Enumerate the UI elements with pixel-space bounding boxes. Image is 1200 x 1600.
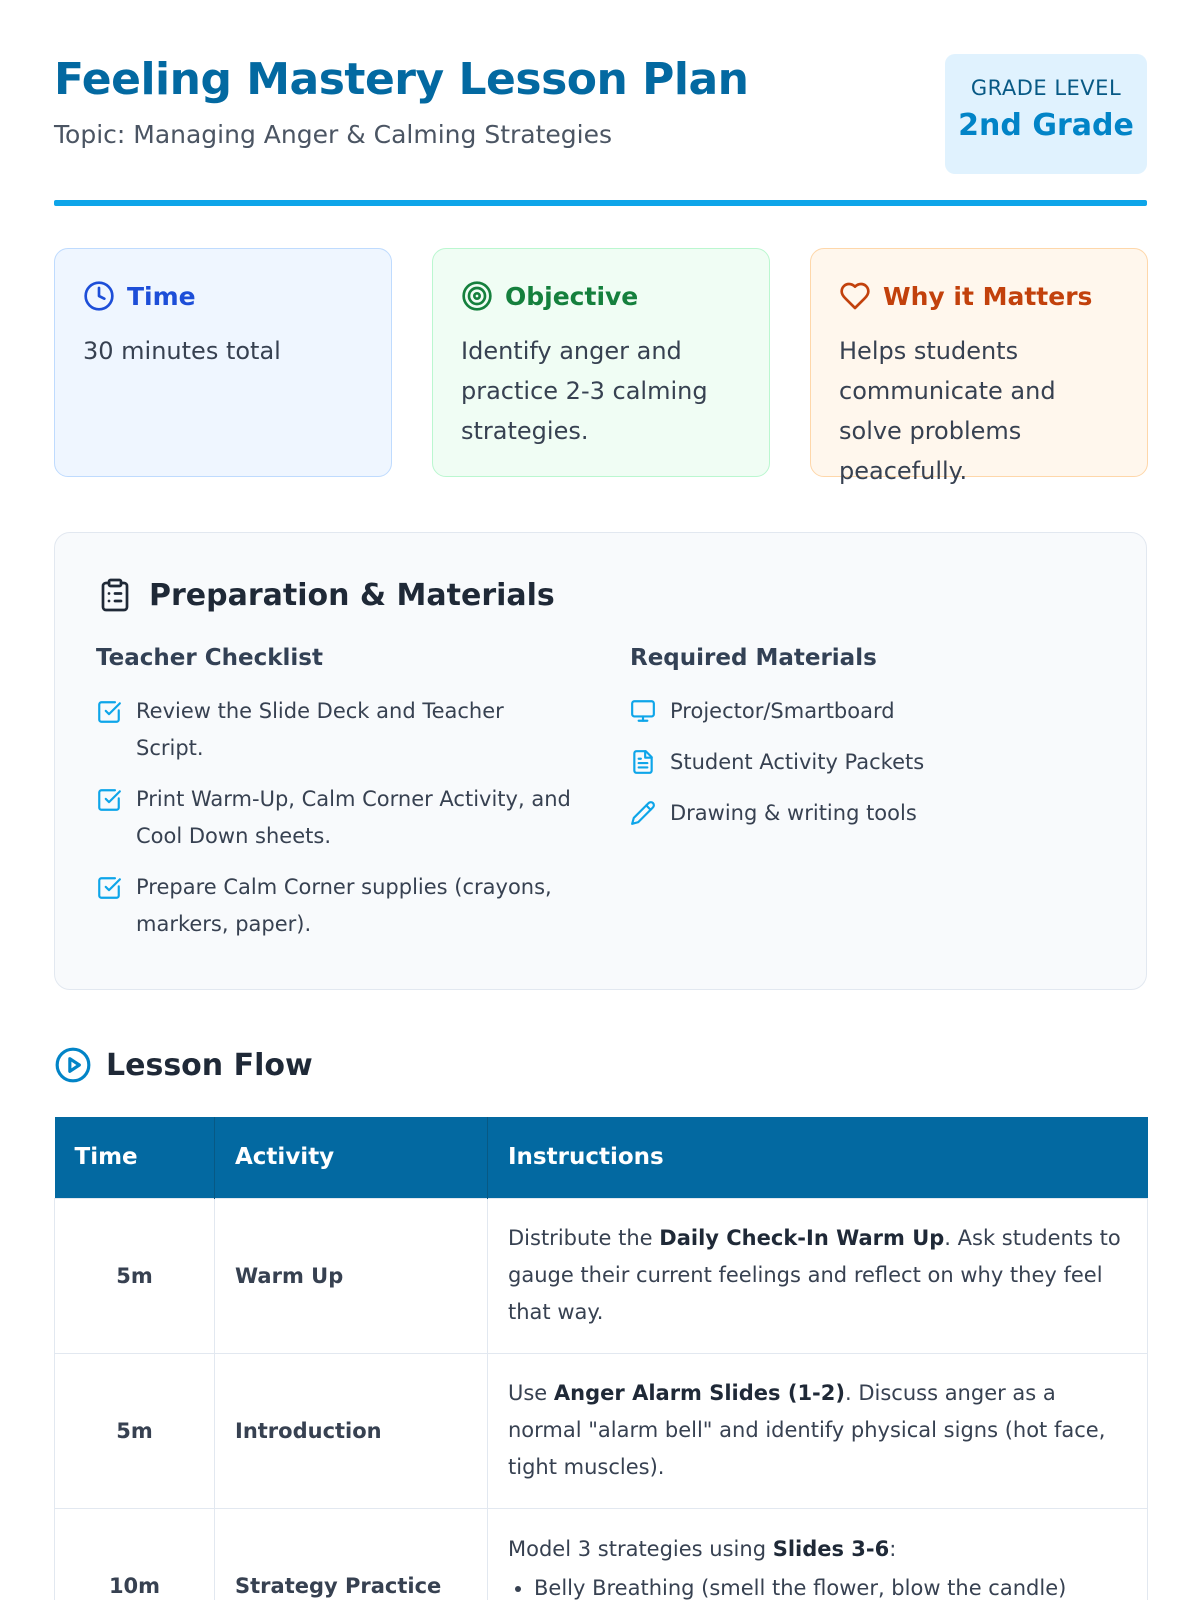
header-divider <box>54 200 1147 206</box>
required-materials <box>630 645 1110 846</box>
instructions-emphasis: Daily Check-In Warm Up <box>659 1226 945 1250</box>
table-row <box>55 1198 1148 1353</box>
grade-level-label: GRADE LEVEL <box>970 76 1122 100</box>
table-row <box>55 1508 1148 1600</box>
checkbox-checked-icon <box>96 875 122 901</box>
instructions-emphasis: Slides 3-6 <box>772 1536 890 1561</box>
lesson-plan-page <box>54 0 1147 1600</box>
column-header-instructions: Instructions <box>488 1117 1148 1198</box>
strategy-item: • Belly Breathing (smell the flower, blow the candle) <box>534 1570 1127 1600</box>
instructions-text: Use <box>508 1381 554 1405</box>
heart-icon <box>839 280 871 312</box>
material-item <box>630 795 1110 832</box>
lesson-flow-table <box>54 1117 1148 1600</box>
material-item-text: Projector/Smartboard <box>670 699 895 723</box>
instructions-emphasis: Anger Alarm Slides (1-2) <box>553 1381 845 1405</box>
page-subtitle: Topic: Managing Anger & Calming Strategies <box>54 120 612 149</box>
instructions-text: . Ask students to gauge their current feelings and reflect on why they feel that way. <box>508 1226 1121 1324</box>
row-instructions <box>488 1508 1148 1600</box>
checklist-item <box>96 781 576 855</box>
grade-level-value: 2nd Grade <box>958 108 1134 143</box>
checklist-title: Teacher Checklist <box>96 645 323 671</box>
objective-card <box>432 248 770 477</box>
pencil-icon <box>630 800 656 826</box>
lesson-flow-title: Lesson Flow <box>106 1047 313 1083</box>
row-activity: Strategy Practice <box>215 1508 488 1600</box>
objective-card-title: Objective <box>505 281 639 311</box>
play-circle-icon <box>54 1046 92 1084</box>
target-icon <box>461 280 493 312</box>
checkbox-checked-icon <box>96 699 122 725</box>
checkbox-checked-icon <box>96 787 122 813</box>
checklist-item-text: Prepare Calm Corner supplies (crayons, markers, paper). <box>136 875 552 936</box>
strategy-list <box>508 1570 1127 1600</box>
time-card <box>54 248 392 477</box>
time-card-body: 30 minutes total <box>83 337 281 365</box>
row-activity: Warm Up <box>215 1198 488 1353</box>
column-header-time: Time <box>55 1117 215 1198</box>
clipboard-icon <box>97 577 133 613</box>
page-title: Feeling Mastery Lesson Plan <box>54 54 749 105</box>
material-item-text: Student Activity Packets <box>670 750 925 774</box>
row-activity: Introduction <box>215 1353 488 1508</box>
table-header-row <box>55 1117 1148 1198</box>
checklist-item <box>96 693 576 767</box>
lesson-flow-heading <box>54 1046 313 1084</box>
objective-card-body: Identify anger and practice 2-3 calming strategies. <box>461 337 708 445</box>
materials-title: Required Materials <box>630 645 877 671</box>
clock-icon <box>83 280 115 312</box>
table-row <box>55 1353 1148 1508</box>
checklist-item-text: Print Warm-Up, Calm Corner Activity, and Cool Down sheets. <box>136 787 571 848</box>
why-card-title: Why it Matters <box>883 281 1093 311</box>
grade-level-badge <box>945 54 1147 174</box>
instructions-text: Distribute the <box>508 1226 660 1250</box>
checklist-item <box>96 869 576 943</box>
info-cards <box>54 248 1147 485</box>
row-instructions <box>488 1353 1148 1508</box>
row-time: 5m <box>55 1353 215 1508</box>
material-item <box>630 693 1110 730</box>
row-time: 5m <box>55 1198 215 1353</box>
why-it-matters-card <box>810 248 1148 485</box>
teacher-checklist <box>96 645 576 957</box>
instructions-text: Model 3 strategies using <box>508 1536 773 1561</box>
material-item <box>630 744 1110 781</box>
header <box>54 0 1147 208</box>
monitor-icon <box>630 698 656 724</box>
preparation-materials-section <box>54 532 1147 990</box>
row-time: 10m <box>55 1508 215 1600</box>
instructions-text: . Discuss anger as a normal "alarm bell" and identify physical signs (hot face, tight muscles). <box>508 1381 1106 1479</box>
column-header-activity: Activity <box>215 1117 488 1198</box>
row-instructions <box>488 1198 1148 1353</box>
time-card-title: Time <box>127 281 196 311</box>
checklist-item-text: Review the Slide Deck and Teacher Script. <box>136 699 504 760</box>
why-card-body: Helps students communicate and solve problems peacefully. <box>839 337 1056 485</box>
document-icon <box>630 749 656 775</box>
instructions-text: : <box>889 1536 897 1561</box>
material-item-text: Drawing & writing tools <box>670 801 917 825</box>
prep-section-title: Preparation & Materials <box>149 577 555 613</box>
